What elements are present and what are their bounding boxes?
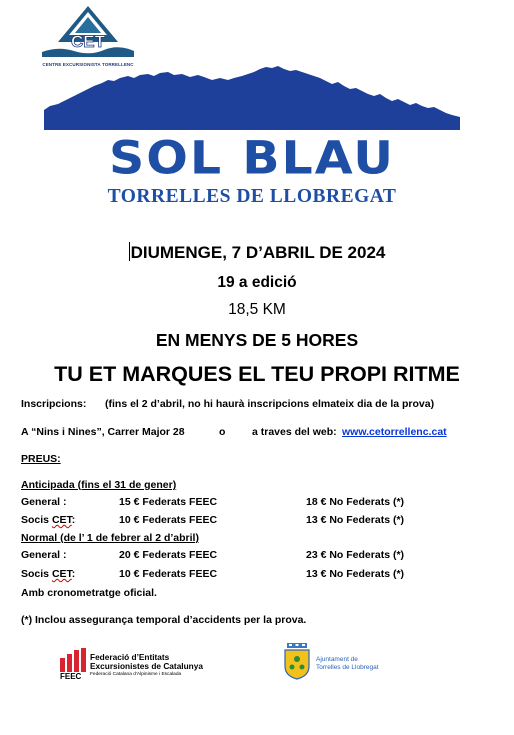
feec-logo <box>60 648 230 682</box>
event-date: DIUMENGE, 7 D’ABRIL DE 2024 <box>130 243 386 262</box>
text-cursor <box>129 242 130 261</box>
ajuntament-line2: Torrelles de Llobregat <box>316 664 379 671</box>
cet-logo <box>38 4 138 68</box>
ajuntament-logo <box>282 642 412 682</box>
ajuntament-line1: Ajuntament de <box>316 656 358 663</box>
registration-label: Inscripcions: <box>21 398 87 410</box>
cet-logo-text: CET <box>71 32 105 51</box>
mountain-skyline-icon <box>44 66 460 130</box>
prices-heading: PREUS: <box>21 453 61 465</box>
registration-web-link[interactable]: www.cetorrellenc.cat <box>342 426 447 438</box>
event-time-limit: EN MENYS DE 5 HORES <box>155 330 359 350</box>
event-distance: 18,5 KM <box>228 301 286 318</box>
normal-general-nonfed: 23 € No Federats (*) <box>306 549 405 561</box>
event-title: SOL BLAU <box>108 132 395 185</box>
early-heading: Anticipada (fins el 31 de gener) <box>21 479 177 491</box>
early-general-fed: 15 € Federats FEEC <box>119 496 218 508</box>
normal-heading: Normal (de l’ 1 de febrer al 2 d’abril) <box>21 532 199 544</box>
cet-mountain-icon <box>38 4 138 64</box>
event-slogan: TU ET MARQUES EL TEU PROPI RITME <box>54 362 460 386</box>
feec-name-line1: Federació d’Entitats <box>90 652 170 662</box>
normal-general-fed: 20 € Federats FEEC <box>119 549 218 561</box>
feec-name-line2: Excursionistes de Catalunya <box>90 661 203 671</box>
event-subtitle: TORRELLES DE LLOBREGAT <box>107 186 397 207</box>
early-general-nonfed: 18 € No Federats (*) <box>306 496 405 508</box>
insurance-note: (*) Inclou assegurança temporal d’accidents per la prova. <box>21 614 307 626</box>
feec-word: FEEC <box>60 672 82 681</box>
registration-place: A “Nins i Nines”, Carrer Major 28 <box>21 426 185 438</box>
early-members-nonfed: 13 € No Federats (*) <box>306 514 405 526</box>
normal-members-fed: 10 € Federats FEEC <box>119 568 218 580</box>
feec-bars-icon <box>60 648 88 672</box>
cet-caption: CENTRE EXCURSIONISTA TORRELLENC <box>42 62 134 67</box>
registration-or: o <box>219 426 226 438</box>
normal-members-nonfed: 13 € No Federats (*) <box>306 568 405 580</box>
feec-name-line3: Federació Catalana d’Alpinisme i Escalada <box>90 672 182 677</box>
event-edition: 19 a edició <box>217 274 297 291</box>
normal-general-category: General : <box>21 549 67 561</box>
registration-deadline: (fins el 2 d’abril, no hi haurà inscripcions elmateix dia de la prova) <box>105 398 435 410</box>
early-general-category: General : <box>21 496 67 508</box>
town-shield-icon <box>282 642 312 680</box>
early-members-fed: 10 € Federats FEEC <box>119 514 218 526</box>
registration-web-prefix: a traves del web: <box>252 426 337 438</box>
normal-members-category: Socis CET: <box>21 568 76 580</box>
early-members-category: Socis CET: <box>21 514 76 526</box>
timing-note: Amb cronometratge oficial. <box>21 587 157 599</box>
